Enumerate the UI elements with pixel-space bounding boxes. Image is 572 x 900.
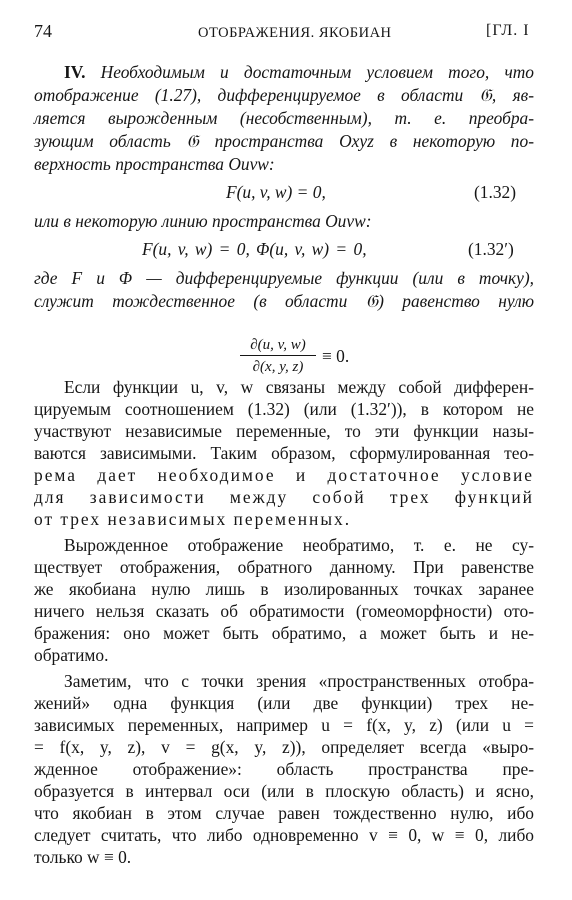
running-title: ОТОБРАЖЕНИЯ. ЯКОБИАН [198, 25, 392, 41]
paragraph-3-line: следует считать, что либо одновременно v ≡ 0, w ≡ 0, либо [34, 825, 534, 845]
paragraph-3-line: образуется в интервал оси (или в плоскую область) и ясно, [34, 781, 534, 801]
equation-number: (1.32′) [468, 239, 514, 259]
theorem-line: отображение (1.27), дифференцируемое в области 𝔊, яв- [34, 85, 534, 105]
jacobian-equals: ≡ 0. [322, 346, 350, 366]
theorem-line: ляется вырожденным (несобственным), т. е. преобра- [34, 108, 534, 128]
paragraph-1-line: цируемым соотношением (1.32) (или (1.32′)), в котором не [34, 399, 534, 419]
theorem-line: IV. Необходимым и достаточным условием того, что [64, 62, 534, 82]
theorem-line: служит тождественное (в области 𝔊) равенство нулю [34, 291, 534, 311]
formula-1-32: F(u, v, w) = 0, [226, 182, 326, 202]
theorem-line: верхность пространства Ouvw: [34, 154, 275, 174]
paragraph-2-line: же якобиана нулю лишь в изолированных точках заранее [34, 579, 534, 599]
theorem-label: IV. [64, 62, 86, 82]
paragraph-3-line: что якобиан в этом случае равен тождественно нулю, ибо [34, 803, 534, 823]
jacobian-numerator: ∂(u, v, w) [250, 337, 306, 353]
theorem-line: или в некоторую линию пространства Ouvw: [34, 211, 372, 231]
theorem-line: где F и Φ — дифференцируемые функции (или в точку), [34, 268, 534, 288]
jacobian-denominator: ∂(x, y, z) [252, 359, 304, 375]
paragraph-1-line: Если функции u, v, w связаны между собой дифферен- [64, 377, 534, 397]
equation-number: (1.32) [474, 182, 517, 202]
paragraph-3-line: жений» одна функция (или две функции) трех не- [34, 693, 534, 713]
paragraph-2-line: ничего нельзя сказать об обратимости (гомеоморфности) ото- [34, 601, 534, 621]
paragraph-1-line: ваются зависимыми. Таким образом, сформулированная тео- [34, 443, 534, 463]
paragraph-2-line: бражения: оно может быть обратимо, а может быть и не- [34, 623, 534, 643]
fraction-bar [240, 355, 316, 356]
theorem-line: зующим область 𝔊 пространства Oxyz в некоторую по- [34, 131, 534, 151]
paragraph-3-line: жденное отображение»: область пространства пре- [34, 759, 534, 779]
paragraph-1-line: участвуют независимые переменные, то эти функции назы- [34, 421, 534, 441]
paragraph-1-line: от трех независимых переменных. [34, 509, 352, 529]
paragraph-2-line: ществует отображения, обратного данному. При равенстве [34, 557, 534, 577]
chapter-label: [ГЛ. I [486, 22, 530, 39]
paragraph-3-line: зависимых переменных, например u = f(x, y, z) (или u = [34, 715, 534, 735]
paragraph-3-line: = f(x, y, z), v = g(x, y, z)), определяет всегда «выро- [34, 737, 534, 757]
jacobian-fraction [240, 336, 316, 376]
paragraph-1-line: для зависимости между собой трех функций [34, 487, 534, 507]
paragraph-3-line: Заметим, что с точки зрения «пространственных отобра- [64, 671, 534, 691]
formula-1-32-prime: F(u, v, w) = 0, Φ(u, v, w) = 0, [142, 239, 367, 259]
paragraph-2-line: обратимо. [34, 645, 109, 665]
paragraph-3-line: только w ≡ 0. [34, 847, 132, 867]
page-number: 74 [34, 21, 52, 41]
paragraph-1-line: рема дает необходимое и достаточное условие [34, 465, 534, 485]
paragraph-2-line: Вырожденное отображение необратимо, т. е. не су- [64, 535, 534, 555]
